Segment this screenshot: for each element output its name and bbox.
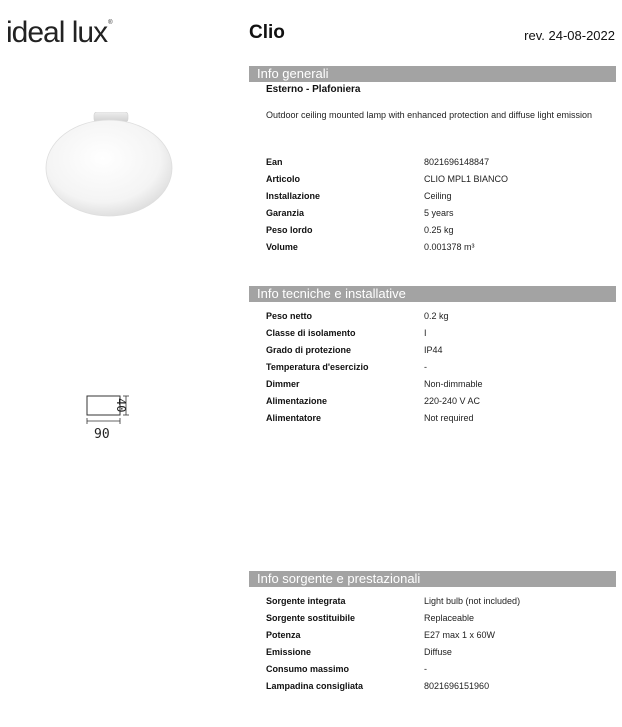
general-info-table (266, 157, 616, 259)
table-row (266, 328, 616, 345)
table-row (266, 664, 616, 681)
table-row (266, 647, 616, 664)
row-label: Installazione (266, 191, 321, 201)
row-value: Not required (424, 413, 474, 423)
width-dimension-label: 90 (94, 427, 110, 442)
row-label: Consumo massimo (266, 664, 350, 674)
row-label: Dimmer (266, 379, 300, 389)
brand-logo-text: ideal lux (6, 16, 108, 49)
row-value: 8021696151960 (424, 681, 490, 691)
row-value: Diffuse (424, 647, 452, 657)
row-value: Light bulb (not included) (424, 596, 521, 606)
lamp-product-image (44, 112, 174, 218)
dimension-drawing (84, 390, 154, 450)
row-label: Lampadina consigliata (266, 681, 364, 691)
row-label: Peso lordo (266, 225, 313, 235)
row-value: IP44 (424, 345, 443, 355)
height-dimension-label: 40 (114, 398, 128, 413)
table-row (266, 191, 616, 208)
row-value: 0.001378 m³ (424, 242, 475, 252)
row-label: Ean (266, 157, 283, 167)
table-row (266, 613, 616, 630)
row-label: Articolo (266, 174, 301, 184)
row-value: 5 years (424, 208, 454, 218)
row-label: Classe di isolamento (266, 328, 356, 338)
revision-date: rev. 24-08-2022 (524, 28, 615, 43)
row-label: Temperatura d'esercizio (266, 362, 369, 372)
row-value: I (424, 328, 427, 338)
row-label: Garanzia (266, 208, 305, 218)
row-value: E27 max 1 x 60W (424, 630, 496, 640)
section-header-source: Info sorgente e prestazionali (249, 571, 616, 587)
section-header-general: Info generali (249, 66, 616, 82)
technical-info-table (266, 311, 616, 430)
row-value: 220-240 V AC (424, 396, 481, 406)
source-info-table (266, 596, 616, 698)
table-row (266, 225, 616, 242)
table-row (266, 596, 616, 613)
row-label: Sorgente integrata (266, 596, 346, 606)
row-value: Replaceable (424, 613, 475, 623)
row-value: - (424, 664, 427, 674)
row-value: Non-dimmable (424, 379, 483, 389)
table-row (266, 396, 616, 413)
row-value: 8021696148847 (424, 157, 490, 167)
row-label: Alimentazione (266, 396, 328, 406)
trademark-mark: ® (108, 20, 112, 26)
table-row (266, 311, 616, 328)
row-label: Peso netto (266, 311, 313, 321)
table-row (266, 681, 616, 698)
table-row (266, 242, 616, 259)
row-label: Sorgente sostituibile (266, 613, 356, 623)
row-value: CLIO MPL1 BIANCO (424, 174, 509, 184)
row-value: 0.25 kg (424, 225, 454, 235)
table-row (266, 630, 616, 647)
table-row (266, 345, 616, 362)
product-description: Outdoor ceiling mounted lamp with enhanced protection and diffuse light emission (266, 110, 593, 120)
row-value: - (424, 362, 427, 372)
row-label: Potenza (266, 630, 301, 640)
row-label: Alimentatore (266, 413, 322, 423)
section-header-technical: Info tecniche e installative (249, 286, 616, 302)
row-label: Volume (266, 242, 298, 252)
product-category: Esterno - Plafoniera (266, 84, 361, 95)
row-label: Grado di protezione (266, 345, 352, 355)
table-row (266, 413, 616, 430)
table-row (266, 362, 616, 379)
row-value: Ceiling (424, 191, 452, 201)
row-value: 0.2 kg (424, 311, 449, 321)
table-row (266, 379, 616, 396)
table-row (266, 157, 616, 174)
table-row (266, 208, 616, 225)
table-row (266, 174, 616, 191)
product-title: Clio (249, 22, 285, 43)
brand-logo (6, 16, 112, 50)
row-label: Emissione (266, 647, 312, 657)
